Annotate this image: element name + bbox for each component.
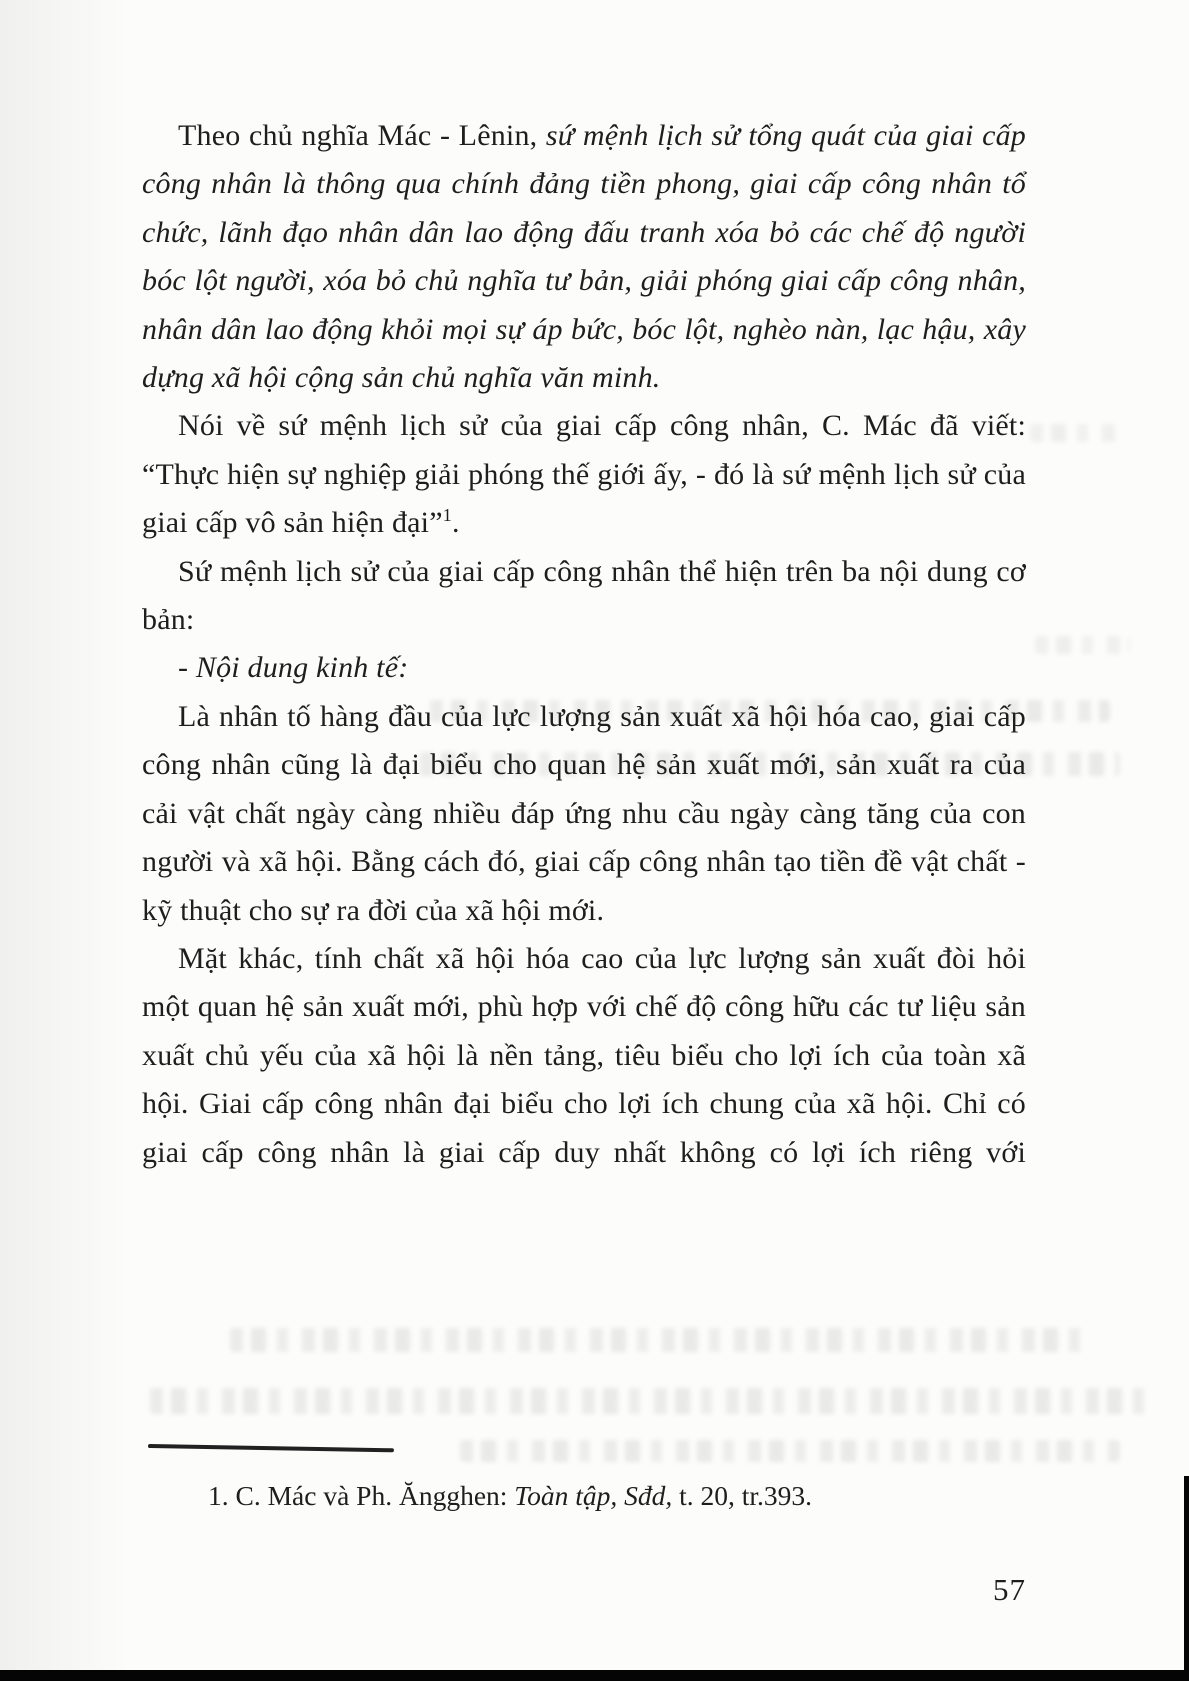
page-number: 57 — [993, 1572, 1026, 1607]
paragraph-text: Nói về sứ mệnh lịch sử của giai cấp công nhân, C. Mác đã viết: “Thực hiện sự nghiệp giải phóng thế giới ấy, - đó là sứ mệnh lịch sử của giai cấp vô sản hiện đại” — [142, 409, 1026, 540]
bleed-through-smudge — [1030, 424, 1120, 442]
paragraph-economic-content — [142, 693, 1026, 935]
footnote-text: 1. C. Mác và Ph. Ăngghen: — [208, 1480, 515, 1511]
paragraph-text: Là nhân tố hàng đầu của lực lượng sản xuất xã hội hóa cao, giai cấp công nhân cũng là đại biểu cho quan hệ sản xuất mới, sản xuất ra của cải vật chất ngày càng nhiều đáp ứng nhu cầu ngày càng tăng của con người và xã hội. Bằng cách đó, giai cấp công nhân tạo tiền đề vật chất - kỹ thuật cho sự ra đời của xã hội mới. — [142, 699, 1026, 927]
page-body — [142, 112, 1026, 1177]
footnote-citation: t. 20, tr.393. — [672, 1480, 813, 1511]
paragraph-text-italic: sứ mệnh lịch sử tổng quát của giai cấp công nhân là thông qua chính đảng tiền phong, giai cấp công nhân tổ chức, lãnh đạo nhân dân lao động đấu tranh xóa bỏ các chế độ người bóc lột người, xóa bỏ chủ nghĩa tư bản, giải phóng giai cấp công nhân, nhân dân lao động khỏi mọi sự áp bức, bóc lột, nghèo nàn, lạc hậu, xây dựng xã hội cộng sản chủ nghĩa văn minh. — [142, 119, 1026, 395]
paragraph-text: Sứ mệnh lịch sử của giai cấp công nhân thể hiện trên ba nội dung cơ bản: — [142, 554, 1026, 637]
footnote — [142, 1476, 1026, 1516]
paragraph-text: . — [451, 506, 460, 540]
paragraph-marx-quote — [142, 402, 1026, 547]
footnote-divider — [148, 1444, 394, 1452]
scan-edge-bottom — [0, 1670, 1189, 1681]
bleed-through-smudge — [460, 1440, 1120, 1462]
footnote-reference: 1 — [442, 505, 452, 526]
heading-text-italic: - Nội dung kinh tế: — [178, 651, 409, 685]
paragraph-three-contents — [142, 548, 1026, 645]
bleed-through-smudge — [1035, 636, 1130, 654]
paragraph-intro — [142, 112, 1026, 402]
scan-edge-right — [1184, 1476, 1189, 1681]
bleed-through-smudge — [150, 1388, 1150, 1414]
footnote-work-title: Toàn tập, Sđd, — [514, 1480, 673, 1511]
paragraph-text: Mặt khác, tính chất xã hội hóa cao của lực lượng sản xuất đòi hỏi một quan hệ sản xuất mới, phù hợp với chế độ công hữu các tư liệu sản xuất chủ yếu của xã hội là nền tảng, tiêu biểu cho lợi ích của toàn xã hội. Giai cấp công nhân đại biểu cho lợi ích chung của xã hội. Chỉ có giai cấp công nhân là giai cấp duy nhất không có lợi ích riêng với — [142, 941, 1026, 1169]
paragraph-socialized-production — [142, 935, 1026, 1177]
paragraph-text-roman: Theo chủ nghĩa Mác - Lênin, — [178, 119, 546, 152]
bleed-through-smudge — [230, 1328, 1090, 1352]
paragraph-heading-economic — [142, 644, 1026, 692]
